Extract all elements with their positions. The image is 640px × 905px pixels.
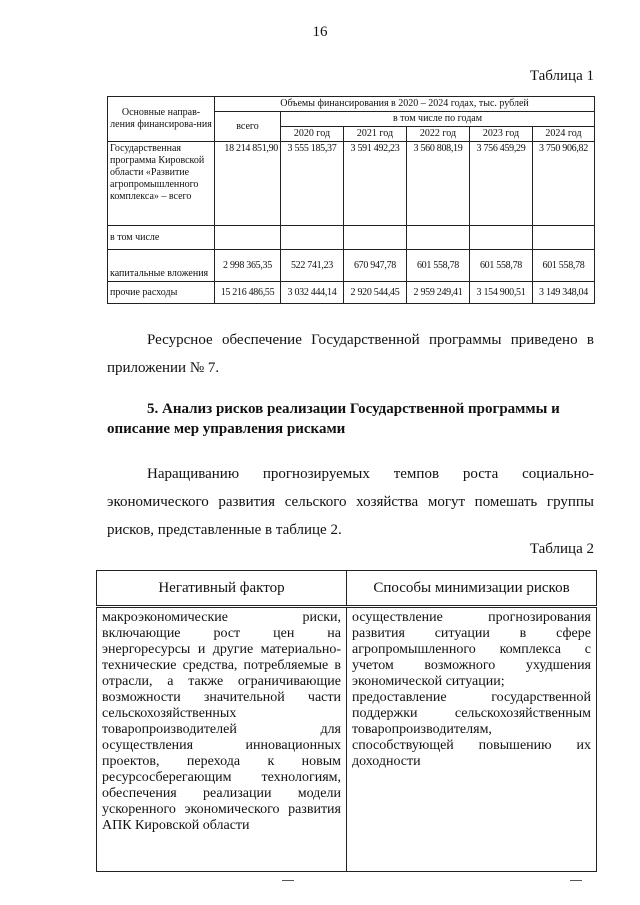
cell-value: 601 558,78 [533,250,595,282]
paragraph-resources: Ресурсное обеспечение Государственной программы приведено в приложении № 7. [107,332,594,376]
header-negative-factor: Негативный фактор [97,571,347,607]
cell-total: 15 216 486,55 [215,282,281,304]
cell-value: 3 560 808,19 [407,142,470,226]
cell-value [344,226,407,250]
table-row [108,250,595,282]
cell-value [470,226,533,250]
header-volume: Объемы финансирования в 2020 – 2024 годах, тыс. рублей [215,97,595,112]
cell-value: 3 750 906,82 [533,142,595,226]
cell-total: 2 998 365,35 [215,250,281,282]
cell-value: 3 555 185,37 [281,142,344,226]
mitigation-cell [347,607,597,872]
cell-value: 3 032 444,14 [281,282,344,304]
row-label: Государственная программа Кировской области «Развитие агропромышленного комплекса» – всего [108,142,215,226]
scan-mark [282,880,294,881]
page-number: 16 [312,24,328,40]
cell-value [407,226,470,250]
header-year: 2023 год [470,127,533,142]
scan-mark [570,880,582,881]
cell-value: 3 154 900,51 [470,282,533,304]
row-label: прочие расходы [108,282,215,304]
table-row [108,226,595,250]
cell-value: 3 591 492,23 [344,142,407,226]
table-2-caption: Таблица 2 [529,541,594,557]
paragraph-risks: Наращиванию прогнозируемых темпов роста социально-экономического развития сельского хозяйства могут помешать группы рисков, представленные в таблице 2. [107,466,594,538]
financing-table [107,96,595,304]
mitigation-text-1: осуществление прогнозирования развития ситуации в сфере агропромышленного комплекса с учетом возможного ухудшения экономической ситуации; [352,610,591,689]
negative-factor-text: макроэкономические риски, включающие рост цен на энергоресурсы и другие материально-технические средства, потребляемые в отрасли, а также ограничивающие возможности значительной части сельскохозяйственных товаропроизводителей для осуществления инновационных проектов, перехода к новым ресурсосберегающим технологиям, обеспечения реализации модели ускоренного экономического развития АПК Кировской области [97,607,347,872]
cell-value: 3 756 459,29 [470,142,533,226]
cell-value: 522 741,23 [281,250,344,282]
header-year: 2024 год [533,127,595,142]
header-mitigation: Способы минимизации рисков [347,571,597,607]
mitigation-text-2: предоставление государственной поддержки сельскохозяйственным товаропроизводителям, способствующей повышению их доходности [352,690,591,769]
table-row [108,142,595,226]
cell-total: 18 214 851,90 [215,142,281,226]
cell-total [215,226,281,250]
table-row [97,607,597,872]
cell-value [281,226,344,250]
row-label: в том числе [108,226,215,250]
cell-value: 601 558,78 [470,250,533,282]
table-row [108,282,595,304]
header-total: всего [215,112,281,142]
cell-value [533,226,595,250]
header-year: 2020 год [281,127,344,142]
header-by-years: в том числе по годам [281,112,595,127]
cell-value: 3 149 348,04 [533,282,595,304]
section-heading: 5. Анализ рисков реализации Государственной программы и описание мер управления рисками [107,401,560,437]
risks-table [96,570,597,872]
header-year: 2021 год [344,127,407,142]
cell-value: 2 959 249,41 [407,282,470,304]
header-year: 2022 год [407,127,470,142]
header-indicator: Основные направ-ления финансирова-ния [108,97,215,142]
row-label: капитальные вложения [108,250,215,282]
cell-value: 601 558,78 [407,250,470,282]
cell-value: 2 920 544,45 [344,282,407,304]
cell-value: 670 947,78 [344,250,407,282]
table-1-caption: Таблица 1 [529,68,594,84]
